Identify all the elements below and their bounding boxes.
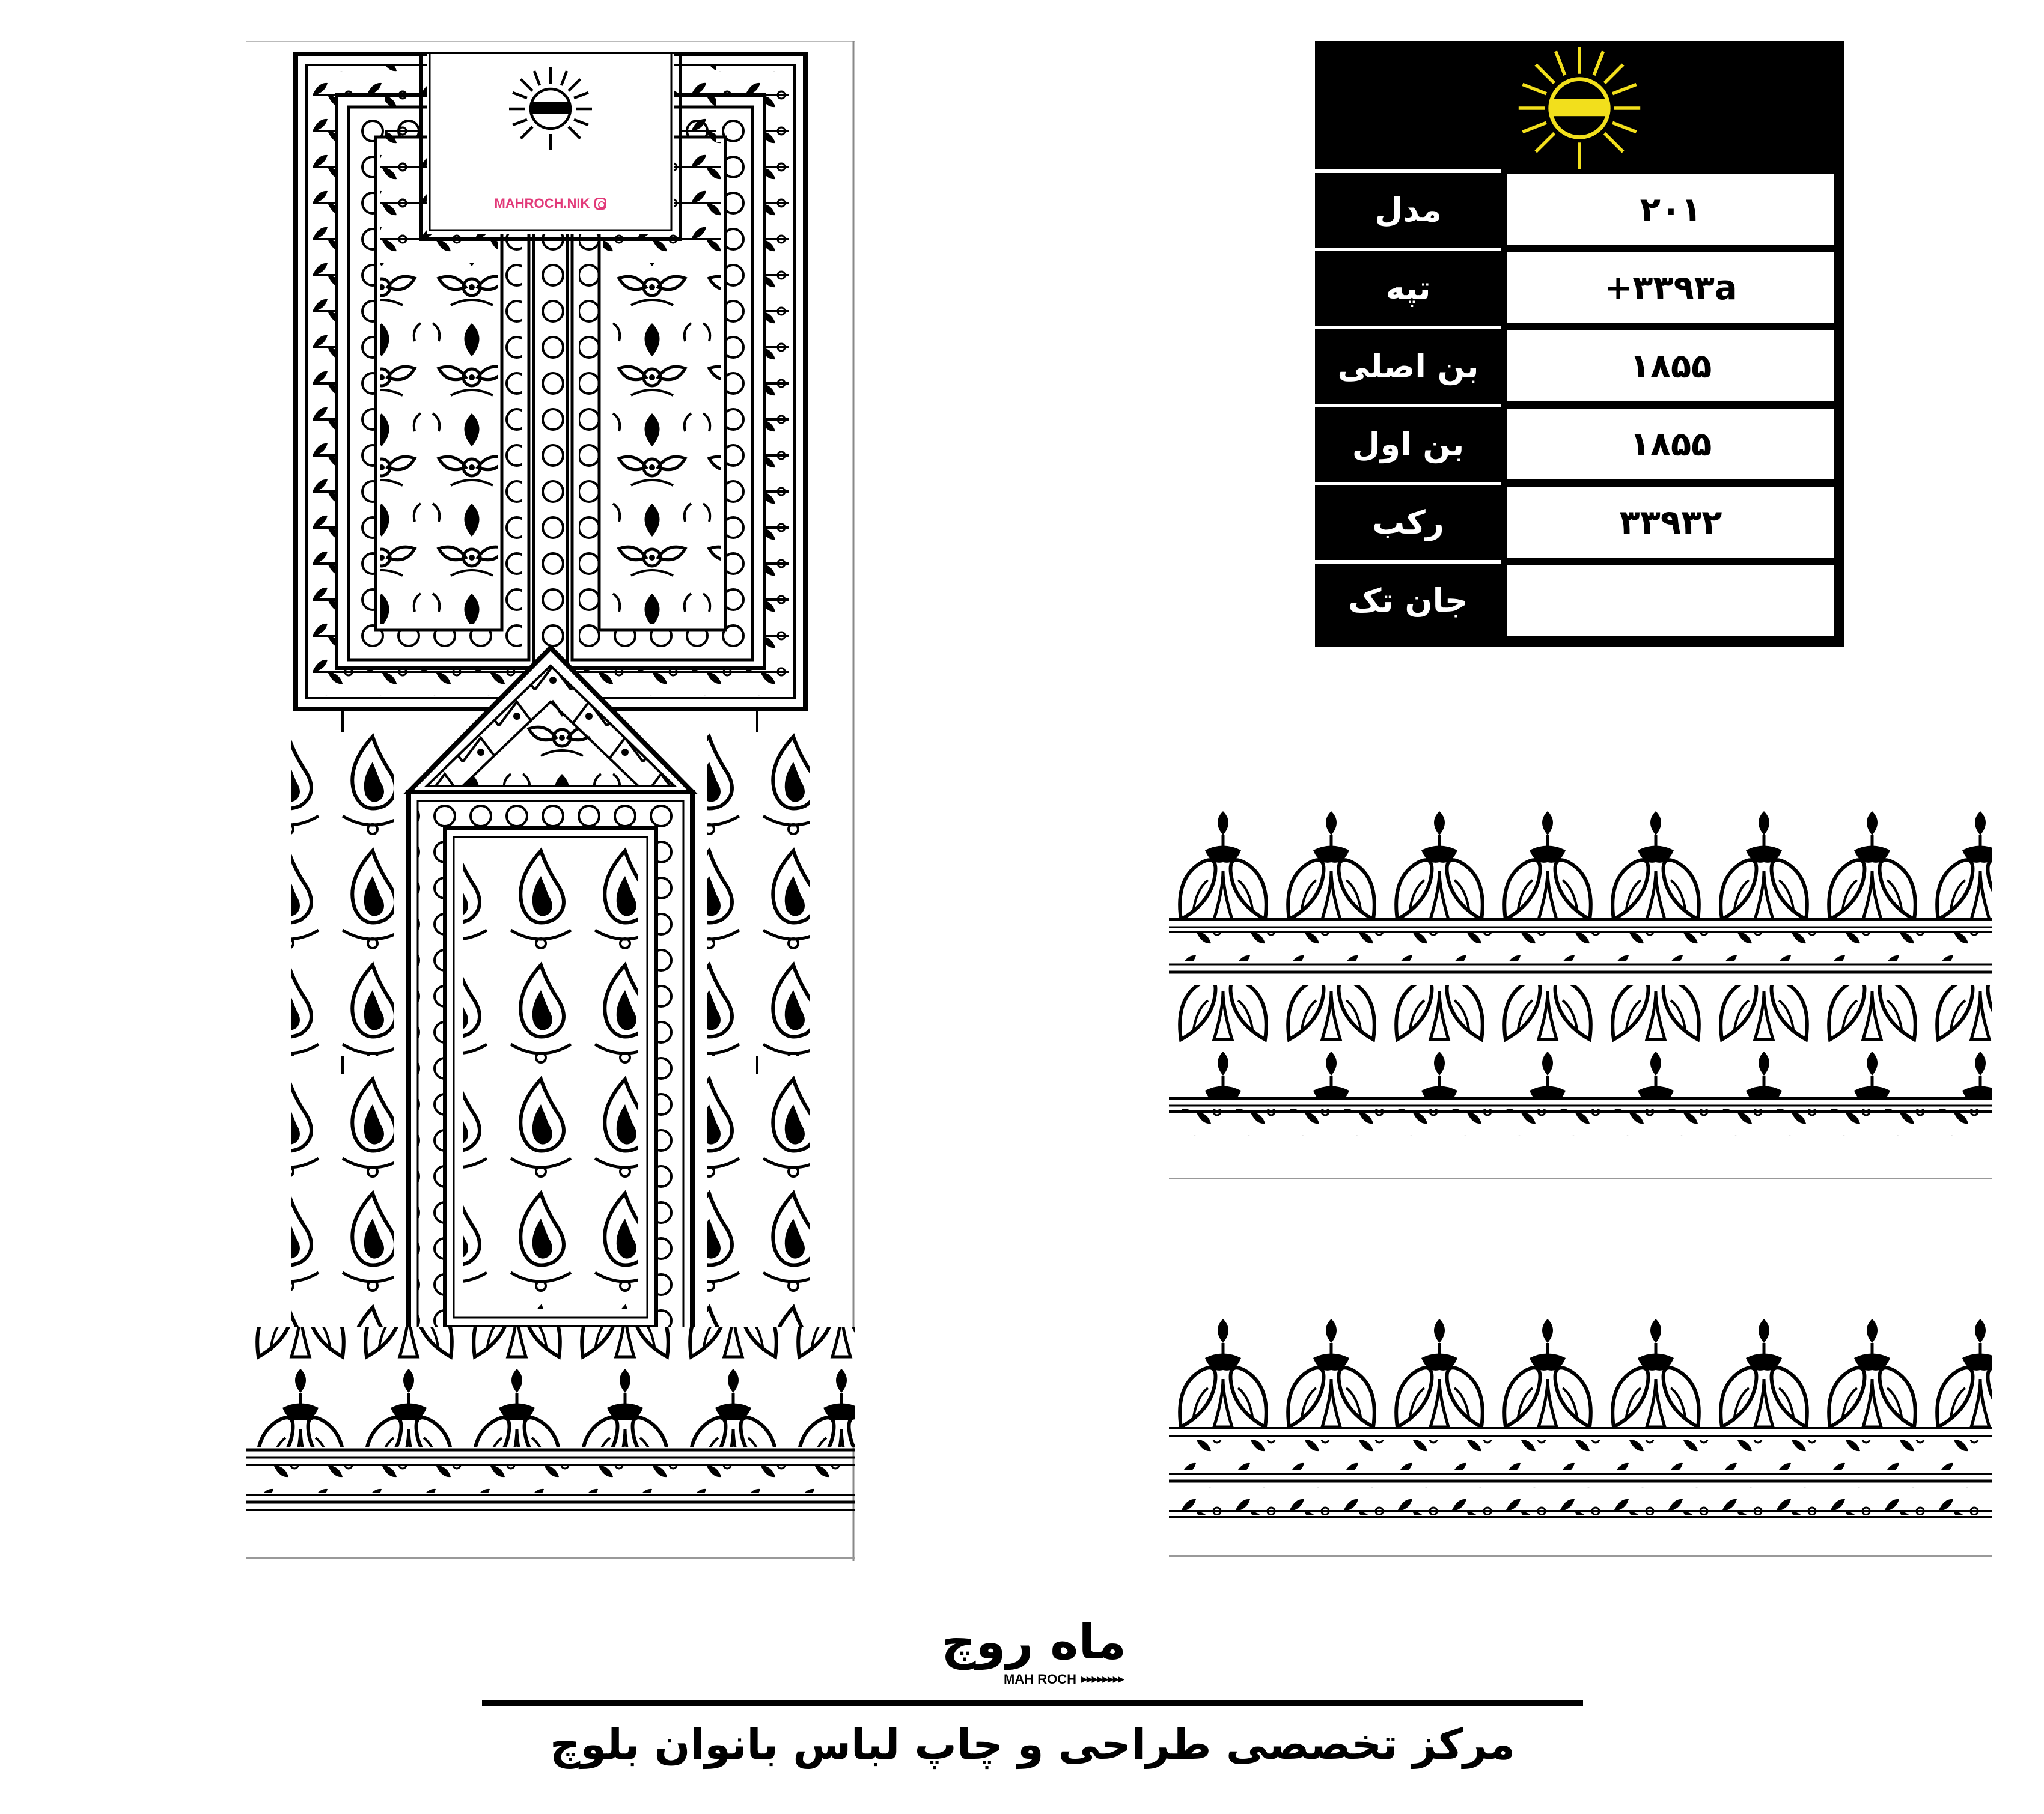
- spec-divider: [1315, 404, 1501, 407]
- border-strip-1: [1169, 805, 1992, 1142]
- spec-label: بن اصلی: [1337, 347, 1479, 385]
- spec-value: ۳۳۹۳۲: [1507, 487, 1834, 558]
- spec-label: رکب: [1372, 503, 1444, 541]
- spec-row-model: [1315, 174, 1844, 252]
- neck-instagram-handle: MAHROCH.NIK: [494, 196, 590, 211]
- footer-brand-name: ماه روچ: [941, 1614, 1127, 1670]
- instagram-icon: [594, 198, 606, 210]
- hem-band: [246, 1327, 855, 1510]
- spec-label: مدل: [1374, 190, 1442, 229]
- footer-logo: [908, 1615, 1160, 1693]
- border-strip-bottom-rule: [1169, 1555, 1992, 1557]
- footer-brand-latin: MAH ROCH: [1004, 1672, 1076, 1687]
- footer-rule: [482, 1700, 1583, 1706]
- spec-value: [1507, 565, 1834, 636]
- spec-label: جان تک: [1348, 581, 1468, 619]
- footer-brand-latin-bar: [1004, 1670, 1160, 1688]
- spec-divider: [1315, 482, 1501, 485]
- spec-divider: [1315, 169, 1501, 173]
- spec-row-first-base: [1315, 409, 1844, 487]
- spec-divider: [1315, 248, 1501, 251]
- front-panel: [409, 648, 692, 1363]
- spec-value: ۱۸۵۵: [1507, 330, 1834, 401]
- spec-table-logo: [1315, 41, 1844, 174]
- spec-divider: [1315, 326, 1501, 329]
- dress-pattern-svg: [246, 41, 855, 1561]
- border-strip-2: [1169, 1313, 1992, 1529]
- dress-front-design: [246, 41, 855, 1561]
- spec-row-tape: [1315, 252, 1844, 330]
- spec-label: بن اول: [1352, 425, 1465, 463]
- spec-row-main-base: [1315, 330, 1844, 409]
- spec-row-jantak: [1315, 565, 1844, 643]
- neck-instagram: [445, 196, 656, 212]
- spec-value: ۲۰۱: [1507, 174, 1834, 245]
- sun-logo-icon: [1513, 42, 1646, 174]
- neck-label: [445, 59, 656, 227]
- sun-logo-icon: [505, 64, 596, 154]
- border-strip-divider: [1169, 1178, 1992, 1179]
- spec-divider: [1315, 560, 1501, 564]
- spec-label: تپه: [1385, 269, 1431, 307]
- arrows-icon: ▶▶▶▶▶▶▶▶: [1081, 1675, 1124, 1684]
- spec-value: +۳۳۹۳a: [1507, 252, 1834, 323]
- spec-value: ۱۸۵۵: [1507, 409, 1834, 479]
- spec-row-rekab: [1315, 487, 1844, 565]
- footer-tagline: مرکز تخصصی طراحی و چاپ لباس بانوان بلوچ: [550, 1720, 1515, 1769]
- spec-table: [1315, 41, 1844, 647]
